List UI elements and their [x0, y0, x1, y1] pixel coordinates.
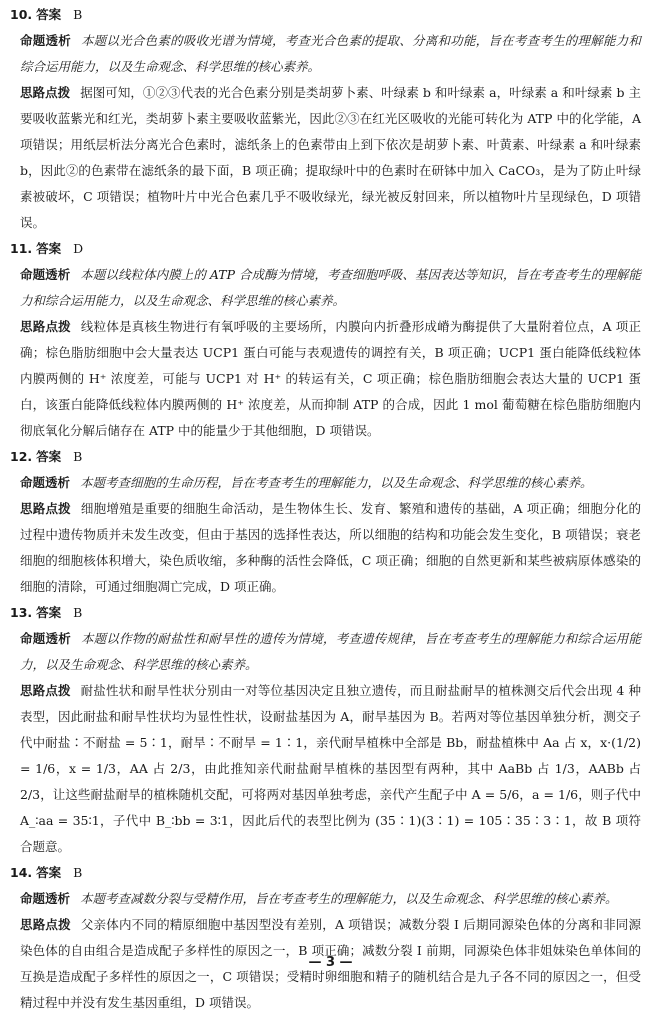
- question-number: 12.: [10, 449, 33, 464]
- tips-text: 线粒体是真核生物进行有氧呼吸的主要场所，内膜向内折叠形成嵴为酶提供了大量附着位点，A 项正确；棕色脂肪细胞中会大量表达 UCP1 蛋白可能与表观遗传的调控有关，B 项正确；UCP1 蛋白能降低线粒体内膜两侧的 H⁺ 浓度差，可能与 UCP1 对 H⁺ 的转运有关，C 项正确；棕色脂肪细胞会表达大量的 UCP1 蛋白，该蛋白能降低线粒体内膜两侧的 H⁺ 浓度差，从而抑制 ATP 的合成，因此 1 mol 葡萄糖在棕色脂肪细胞内彻底氧化分解后储存在 ATP 中的能量少于其他细胞，D 项错误。: [20, 319, 641, 438]
- answer-value: D: [73, 241, 84, 256]
- answer-label: 答案: [36, 605, 62, 620]
- question-14: [10, 860, 641, 1016]
- answer-line: [10, 444, 641, 470]
- analysis-text: 本题考查细胞的生命历程，旨在考查考生的理解能力，以及生命观念、科学思维的核心素养。: [80, 475, 593, 490]
- answer-label: 答案: [36, 449, 62, 464]
- tips-label: 思路点拨: [20, 501, 71, 516]
- question-number: 10.: [10, 7, 33, 22]
- question-number: 11.: [10, 241, 33, 256]
- question-12: [10, 444, 641, 600]
- analysis-label: 命题透析: [20, 475, 71, 490]
- analysis-label: 命题透析: [20, 267, 71, 282]
- tips-text: 耐盐性状和耐旱性状分别由一对等位基因决定且独立遗传，而且耐盐耐旱的植株测交后代会出现 4 种表型，因此耐盐和耐旱性状均为显性性状，设耐盐基因为 A，耐旱基因为 B。若两对等位基因单独分析，测交子代中耐盐∶不耐盐 = 5∶1，耐旱∶不耐旱 = 1∶1，亲代耐旱植株中全部是 Bb，耐盐植株中 Aa 占 x，x·(1/2) = 1/6，x = 1/3，AA 占 2/3，由此推知亲代耐盐耐旱植株的基因型有两种，其中 AaBb 占 1/3，AABb 占 2/3，让这些耐盐耐旱的植株随机交配，可将两对基因单独考虑，亲代产生配子中 A = 5/6，a = 1/6，则子代中 A_∶aa = 35∶1，子代中 B_∶bb = 3∶1，因此后代的表型比例为 (35∶1)(3∶1) = 105∶35∶3∶1，故 B 项符合题意。: [20, 683, 641, 854]
- analysis-text: 本题以光合色素的吸收光谱为情境，考查光合色素的提取、分离和功能，旨在考查考生的理解能力和综合运用能力，以及生命观念、科学思维的核心素养。: [20, 33, 641, 74]
- answer-line: [10, 2, 641, 28]
- answer-label: 答案: [36, 241, 62, 256]
- tips-paragraph: [20, 496, 641, 600]
- analysis-text: 本题考查减数分裂与受精作用，旨在考查考生的理解能力，以及生命观念、科学思维的核心素养。: [80, 891, 618, 906]
- tips-label: 思路点拨: [20, 85, 71, 100]
- answer-label: 答案: [36, 865, 62, 880]
- analysis-paragraph: [20, 626, 641, 678]
- analysis-label: 命题透析: [20, 631, 71, 646]
- tips-label: 思路点拨: [20, 319, 71, 334]
- analysis-label: 命题透析: [20, 891, 71, 906]
- analysis-paragraph: [20, 886, 641, 912]
- analysis-paragraph: [20, 28, 641, 80]
- answer-line: [10, 600, 641, 626]
- answer-value: B: [73, 7, 83, 22]
- answer-value: B: [73, 865, 83, 880]
- analysis-paragraph: [20, 262, 641, 314]
- answer-value: B: [73, 605, 83, 620]
- analysis-text: 本题以作物的耐盐性和耐旱性的遗传为情境，考查遗传规律，旨在考查考生的理解能力和综合运用能力，以及生命观念、科学思维的核心素养。: [20, 631, 641, 672]
- page-number: — 3 —: [308, 955, 353, 970]
- tips-text: 据图可知，①②③代表的光合色素分别是类胡萝卜素、叶绿素 b 和叶绿素 a，叶绿素 a 和叶绿素 b 主要吸收蓝紫光和红光，类胡萝卜素主要吸收蓝紫光，因此②③在红光区吸收的光能可转化为 ATP 中的化学能，A 项错误；用纸层析法分离光合色素时，滤纸条上的色素带由上到下依次是胡萝卜素、叶黄素、叶绿素 a 和叶绿素 b，因此②的色素带在滤纸条的最下面，B 项正确；提取绿叶中的色素时在研钵中加入 CaCO₃，是为了防止叶绿素被破坏，C 项错误；植物叶片中光合色素几乎不吸收绿光，绿光被反射回来，所以植物叶片呈现绿色，D 项错误。: [20, 85, 641, 230]
- question-number: 14.: [10, 865, 33, 880]
- tips-paragraph: [20, 80, 641, 236]
- tips-label: 思路点拨: [20, 683, 71, 698]
- question-10: [10, 2, 641, 236]
- tips-label: 思路点拨: [20, 917, 71, 932]
- answer-value: B: [73, 449, 83, 464]
- tips-paragraph: [20, 678, 641, 860]
- answer-line: [10, 236, 641, 262]
- question-11: [10, 236, 641, 444]
- analysis-paragraph: [20, 470, 641, 496]
- answer-label: 答案: [36, 7, 62, 22]
- tips-text: 细胞增殖是重要的细胞生命活动，是生物体生长、发育、繁殖和遗传的基础，A 项正确；细胞分化的过程中遗传物质并未发生改变，但由于基因的选择性表达，所以细胞的结构和功能会发生变化，B 项错误；衰老细胞的细胞核体积增大，染色质收缩，多种酶的活性会降低，C 项正确；细胞的自然更新和某些被病原体感染的细胞的清除，可通过细胞凋亡完成，D 项正确。: [20, 501, 641, 594]
- question-13: [10, 600, 641, 860]
- tips-text: 父亲体内不同的精原细胞中基因型没有差别，A 项错误；减数分裂 Ⅰ 后期同源染色体的分离和非同源染色体的自由组合是造成配子多样性的原因之一，B 项正确；减数分裂 Ⅰ 前期，同源染色体非姐妹染色单体间的互换是造成配子多样性的原因之一，C 项错误；受精时卵细胞和精子的随机结合是九子各不同的原因之一，但受精过程中并没有发生基因重组，D 项错误。: [20, 917, 641, 1010]
- answer-line: [10, 860, 641, 886]
- question-number: 13.: [10, 605, 33, 620]
- analysis-label: 命题透析: [20, 33, 71, 48]
- analysis-text: 本题以线粒体内膜上的 ATP 合成酶为情境，考查细胞呼吸、基因表达等知识，旨在考查考生的理解能力和综合运用能力，以及生命观念、科学思维的核心素养。: [20, 267, 641, 308]
- tips-paragraph: [20, 314, 641, 444]
